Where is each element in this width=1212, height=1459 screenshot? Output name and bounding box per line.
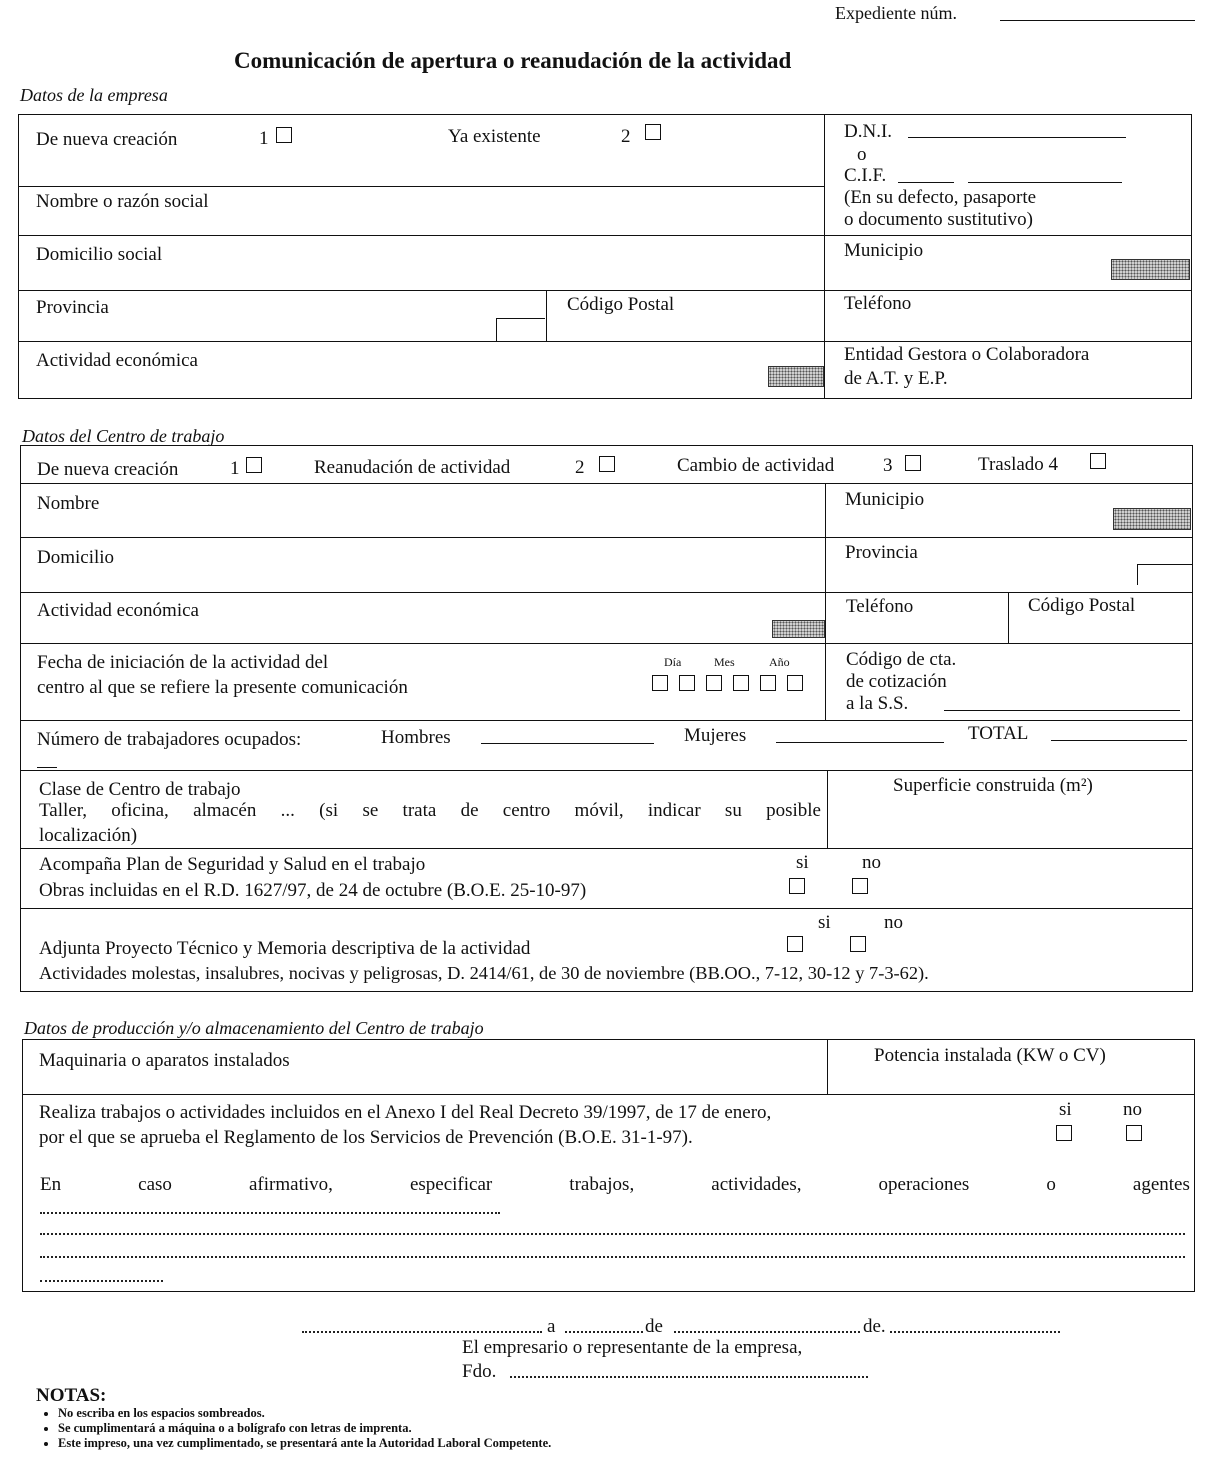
empresa-nueva-checkbox[interactable] <box>276 127 292 143</box>
anexo-si-checkbox[interactable] <box>1056 1125 1072 1141</box>
nota-item: • Se cumplimentará a máquina o a bolígrafo con letras de imprenta. <box>58 1421 551 1436</box>
centro-provincia-label: Provincia <box>845 542 918 563</box>
traslado-label: Traslado 4 <box>978 454 1059 475</box>
anio-label: Año <box>769 655 790 669</box>
especificar-word: operaciones <box>878 1174 970 1195</box>
centro-nueva-label: De nueva creación <box>37 459 179 480</box>
fecha-digit-4[interactable] <box>733 675 749 691</box>
notas-title: NOTAS: <box>36 1385 107 1406</box>
domicilio-social-label: Domicilio social <box>36 244 163 265</box>
empresa-actividad-label: Actividad económica <box>36 350 198 371</box>
cambio-label: Cambio de actividad <box>677 455 835 476</box>
maquinaria-label: Maquinaria o aparatos instalados <box>39 1050 290 1071</box>
empresa-provincia-label: Provincia <box>36 297 109 318</box>
anexo-label-2: por el que se aprueba el Reglamento de los Servicios de Prevención (B.O.E. 31-1-97). <box>39 1127 693 1148</box>
clase-label-3: localización) <box>39 825 138 846</box>
especificar-field-4[interactable] <box>40 1280 163 1282</box>
dia-label: Día <box>664 655 682 669</box>
especificar-word: caso <box>138 1174 172 1195</box>
clase-label-2: Taller, oficina, almacén ... (si se trata de centro móvil, indicar su posible <box>39 800 821 821</box>
especificar-word: En <box>40 1174 62 1195</box>
plan-seguridad-label-1: Acompaña Plan de Seguridad y Salud en el trabajo <box>39 854 426 875</box>
dni-label: D.N.I. <box>844 121 893 142</box>
dni-field[interactable] <box>908 137 1126 138</box>
expediente-field[interactable] <box>1000 20 1195 21</box>
shaded-actividad-empresa <box>768 366 824 387</box>
especificar-word: trabajos, <box>569 1174 635 1195</box>
especificar-field-3[interactable] <box>40 1256 1185 1258</box>
trabajadores-label: Número de trabajadores ocupados: <box>37 729 302 750</box>
shaded-actividad-centro <box>772 620 825 638</box>
proyecto-si-label: si <box>818 912 831 933</box>
fecha-label-1: Fecha de iniciación de la actividad del <box>37 652 329 673</box>
mes-field[interactable] <box>674 1331 860 1333</box>
expediente-label: Expediente núm. <box>835 3 957 23</box>
centro-nombre-label: Nombre <box>37 493 100 514</box>
empresa-existente-checkbox[interactable] <box>645 124 661 140</box>
fdo-field[interactable] <box>510 1376 868 1378</box>
anexo-no-label: no <box>1123 1099 1142 1120</box>
dni-or: o <box>857 144 867 165</box>
section-label-produccion: Datos de producción y/o almacenamiento del Centro de trabajo <box>24 1018 484 1038</box>
centro-nueva-num: 1 <box>230 458 240 479</box>
proyecto-no-checkbox[interactable] <box>850 936 866 952</box>
plan-no-label: no <box>862 852 881 873</box>
clase-label-1: Clase de Centro de trabajo <box>39 779 241 800</box>
razon-social-label: Nombre o razón social <box>36 191 209 212</box>
cta-label-3: a la S.S. <box>846 693 909 714</box>
total-field[interactable] <box>1051 740 1187 741</box>
empresa-nueva-label: De nueva creación <box>36 129 178 150</box>
proyecto-no-label: no <box>884 912 903 933</box>
total-label: TOTAL <box>968 723 1029 744</box>
trabajadores-extra-field[interactable] <box>37 767 57 768</box>
especificar-word: afirmativo, <box>249 1174 333 1195</box>
empresa-telefono-label: Teléfono <box>844 293 912 314</box>
page-title: Comunicación de apertura o reanudación de la actividad <box>234 48 792 73</box>
especificar-word: o <box>1046 1174 1056 1195</box>
traslado-checkbox[interactable] <box>1090 453 1106 469</box>
firma-de-2: de. <box>863 1316 886 1337</box>
shaded-municipio-centro <box>1113 508 1191 530</box>
proyecto-label-2: Actividades molestas, insalubres, nocivas y peligrosas, D. 2414/61, de 30 de noviembre (BB.OO., 7-12, 30-12 y 7-3-62). <box>39 963 929 983</box>
reanudacion-num: 2 <box>575 457 585 478</box>
produccion-box <box>22 1039 1195 1292</box>
notas-list <box>38 1406 551 1451</box>
centro-box <box>20 445 1193 992</box>
hombres-field[interactable] <box>481 743 654 744</box>
proyecto-si-checkbox[interactable] <box>787 936 803 952</box>
cta-field[interactable] <box>944 710 1180 711</box>
especificar-field-1[interactable] <box>40 1212 500 1214</box>
fecha-digit-3[interactable] <box>706 675 722 691</box>
nota-item: • No escriba en los espacios sombreados. <box>58 1406 551 1421</box>
fecha-digit-6[interactable] <box>787 675 803 691</box>
cta-label-2: de cotización <box>846 671 947 692</box>
empresa-municipio-label: Municipio <box>844 240 924 261</box>
cif-field-b[interactable] <box>968 182 1122 183</box>
reanudacion-label: Reanudación de actividad <box>314 457 511 478</box>
section-label-centro: Datos del Centro de trabajo <box>22 426 225 446</box>
anexo-si-label: si <box>1059 1099 1072 1120</box>
dia-field[interactable] <box>565 1331 643 1333</box>
empresa-existente-num: 2 <box>621 126 631 147</box>
cif-note-2: o documento sustitutivo) <box>844 209 1033 230</box>
plan-si-label: si <box>796 852 809 873</box>
fecha-label-2: centro al que se refiere la presente comunicación <box>37 677 408 698</box>
firma-de-1: de <box>645 1316 663 1337</box>
superficie-label: Superficie construida (m²) <box>893 775 1093 796</box>
shaded-municipio-empresa <box>1111 259 1190 280</box>
centro-domicilio-label: Domicilio <box>37 547 115 568</box>
fecha-digit-2[interactable] <box>679 675 695 691</box>
cif-note-1: (En su defecto, pasaporte <box>844 187 1037 208</box>
reanudacion-checkbox[interactable] <box>599 456 615 472</box>
centro-provincia-code[interactable] <box>1137 564 1192 585</box>
fecha-digit-5[interactable] <box>760 675 776 691</box>
cif-field-a[interactable] <box>898 182 954 183</box>
empresario-label: El empresario o representante de la empresa, <box>462 1337 803 1358</box>
plan-no-checkbox[interactable] <box>852 878 868 894</box>
lugar-field[interactable] <box>302 1331 542 1333</box>
centro-telefono-label: Teléfono <box>846 596 914 617</box>
empresa-existente-label: Ya existente <box>448 126 541 147</box>
entidad-gestora-label-2: de A.T. y E.P. <box>844 368 948 389</box>
anexo-label-1: Realiza trabajos o actividades incluidos en el Anexo I del Real Decreto 39/1997, de 17 de enero, <box>39 1102 772 1123</box>
potencia-label: Potencia instalada (KW o CV) <box>874 1045 1106 1066</box>
especificar-word: agentes <box>1132 1174 1190 1195</box>
firma-a: a <box>547 1316 556 1337</box>
plan-si-checkbox[interactable] <box>789 878 805 894</box>
especificar-word: actividades, <box>711 1174 802 1195</box>
centro-actividad-label: Actividad económica <box>37 600 199 621</box>
empresa-provincia-code[interactable] <box>496 318 545 341</box>
plan-seguridad-label-2: Obras incluidas en el R.D. 1627/97, de 24 de octubre (B.O.E. 25-10-97) <box>39 880 587 901</box>
mujeres-field[interactable] <box>776 742 944 743</box>
section-label-empresa: Datos de la empresa <box>20 85 168 105</box>
centro-municipio-label: Municipio <box>845 489 925 510</box>
fecha-digit-1[interactable] <box>652 675 668 691</box>
centro-cp-label: Código Postal <box>1028 595 1136 616</box>
hombres-label: Hombres <box>381 727 451 748</box>
anio-field[interactable] <box>890 1331 1060 1333</box>
especificar-word: especificar <box>409 1174 493 1195</box>
entidad-gestora-label-1: Entidad Gestora o Colaboradora <box>844 344 1090 365</box>
empresa-cp-label: Código Postal <box>567 294 675 315</box>
anexo-no-checkbox[interactable] <box>1126 1125 1142 1141</box>
mes-label: Mes <box>714 655 735 669</box>
cambio-num: 3 <box>883 455 893 476</box>
cta-label-1: Código de cta. <box>846 649 957 670</box>
centro-nueva-checkbox[interactable] <box>246 457 262 473</box>
proyecto-label-1: Adjunta Proyecto Técnico y Memoria descriptiva de la actividad <box>39 938 531 959</box>
fdo-label: Fdo. <box>462 1361 497 1382</box>
mujeres-label: Mujeres <box>684 725 747 746</box>
nota-item: • Este impreso, una vez cumplimentado, se presentará ante la Autoridad Laboral Competente. <box>58 1436 551 1451</box>
especificar-line <box>40 1174 1190 1196</box>
cambio-checkbox[interactable] <box>905 455 921 471</box>
cif-label: C.I.F. <box>844 165 887 186</box>
empresa-nueva-num: 1 <box>259 128 269 149</box>
especificar-field-2[interactable] <box>40 1233 1185 1235</box>
